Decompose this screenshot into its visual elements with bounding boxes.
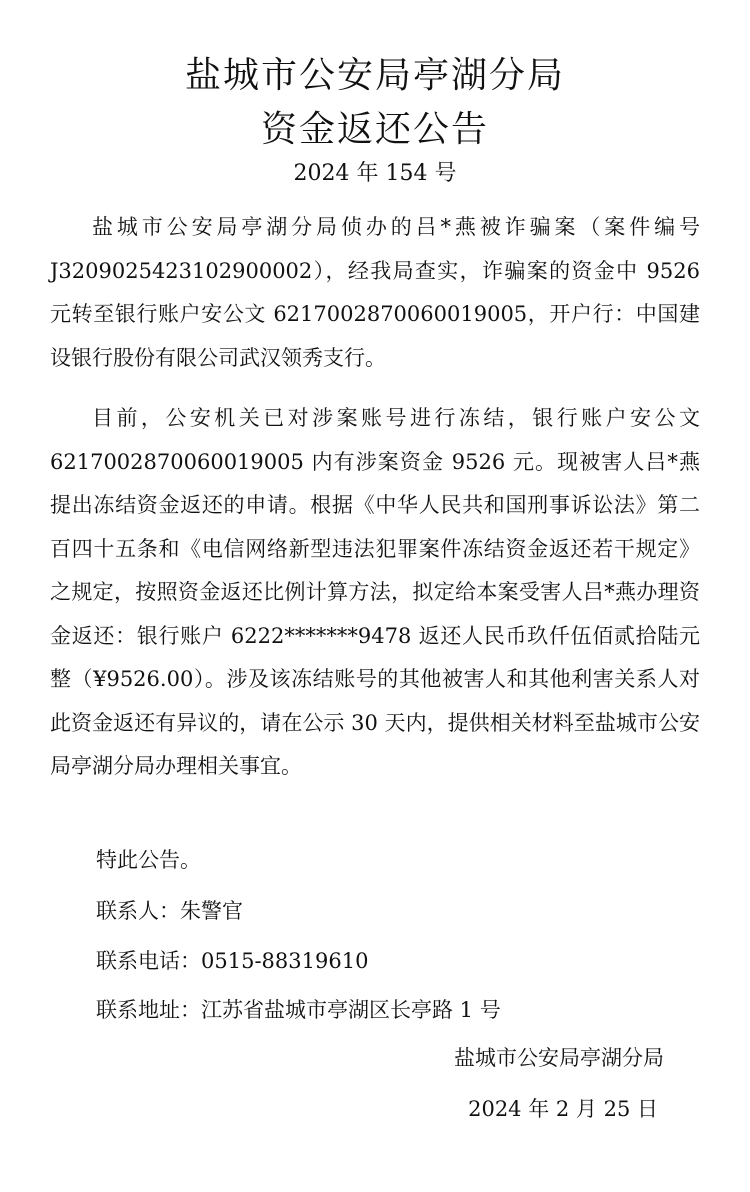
document-subtitle: 资金返还公告 <box>260 109 489 150</box>
contact-phone: 联系电话：0515-88319610 <box>96 949 369 973</box>
issuer-signature: 盐城市公安局亭湖分局 <box>454 1046 664 1070</box>
issue-date: 2024 年 2 月 25 日 <box>468 1097 658 1121</box>
body-paragraph-refund: 目前，公安机关已对涉案账号进行冻结，银行账户安公文6217002870060019005 内有涉案资金 9526 元。现被害人吕*燕提出冻结资金返还的申请。根据《中华人民共和国刑事诉讼法》第二百四十五条和《电信网络新型违法犯罪案件冻结资金返还若干规定》之规定，按照资金返还比例计算方法，拟定给本案受害人吕*燕办理资金返还：银行账户 6222*******9478 返还人民币玖仟伍佰贰拾陆元整（¥9526.00）。涉及该冻结账号的其他被害人和其他利害关系人对此资金返还有异议的，请在公示 30 天内，提供相关材料至盐城市公安局亭湖分局办理相关事宜。 <box>50 406 700 778</box>
body-paragraph-case: 盐城市公安局亭湖分局侦办的吕*燕被诈骗案（案件编号J3209025423102900002），经我局查实，诈骗案的资金中 9526 元转至银行账户安公文 6217002870060019005，开户行：中国建设银行股份有限公司武汉领秀支行。 <box>50 215 700 370</box>
contact-address: 联系地址：江苏省盐城市亭湖区长亭路 1 号 <box>96 998 501 1022</box>
document-number: 2024 年 154 号 <box>293 161 457 186</box>
contact-person: 联系人：朱警官 <box>96 899 243 923</box>
notice-closing: 特此公告。 <box>96 848 201 872</box>
document-title: 盐城市公安局亭湖分局 <box>184 55 565 96</box>
